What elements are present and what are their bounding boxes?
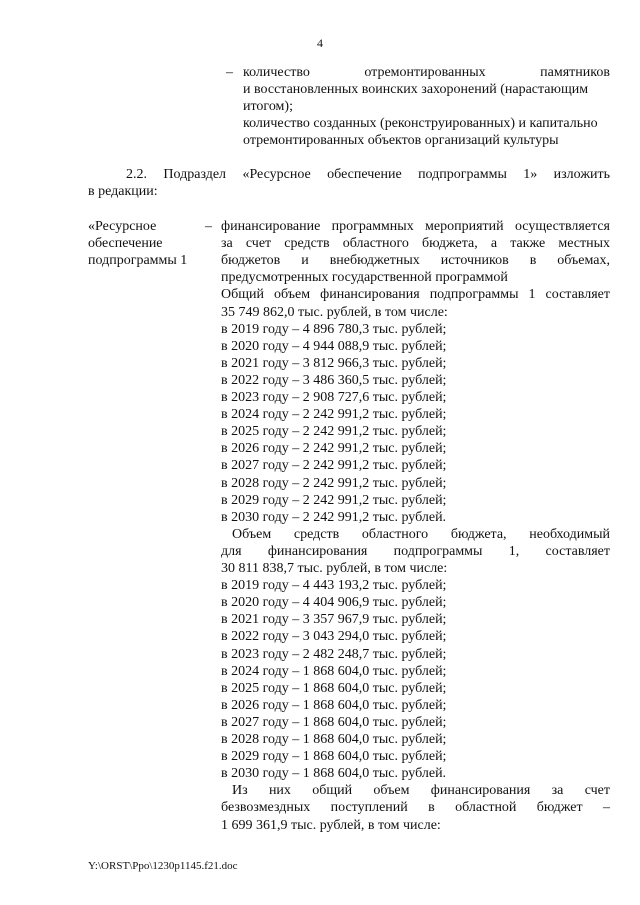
- label-dash: –: [205, 219, 212, 234]
- resource-text-line: для финансирования подпрограммы 1, составляет: [221, 543, 610, 559]
- resource-text-line: в 2019 году – 4 896 780,3 тыс. рублей;: [221, 321, 447, 337]
- resource-text-line: Общий объем финансирования подпрограммы 1 составляет: [221, 287, 610, 303]
- resource-text-line: в 2020 году – 4 404 906,9 тыс. рублей;: [221, 595, 447, 611]
- resource-text-line: 30 811 838,7 тыс. рублей, в том числе:: [221, 561, 448, 576]
- resource-text-line: в 2024 году – 2 242 991,2 тыс. рублей;: [221, 407, 447, 423]
- resource-text-line: в 2030 году – 2 242 991,2 тыс. рублей.: [221, 509, 447, 525]
- list-item-line: итогом);: [243, 99, 293, 114]
- resource-text-line: в 2019 году – 4 443 193,2 тыс. рублей;: [221, 578, 447, 594]
- list-dash: –: [226, 65, 233, 80]
- resource-text-line: предусмотренных государственной программой: [221, 270, 508, 286]
- list-item-line: количество созданных (реконструированных) и капитально: [243, 116, 598, 131]
- page-number: 4: [317, 36, 323, 50]
- resource-text-line: в 2025 году – 2 242 991,2 тыс. рублей;: [221, 424, 447, 440]
- resource-text-line: в 2023 году – 2 482 248,7 тыс. рублей;: [221, 646, 447, 662]
- resource-text-line: Объем средств областного бюджета, необходимый: [232, 526, 610, 542]
- resource-text-line: в 2028 году – 1 868 604,0 тыс. рублей;: [221, 732, 447, 747]
- list-item-line: отремонтированных объектов организаций культуры: [243, 133, 559, 148]
- resource-text-line: в 2027 году – 1 868 604,0 тыс. рублей;: [221, 714, 447, 730]
- resource-label-line: обеспечение: [88, 236, 163, 251]
- resource-text-line: в 2022 году – 3 486 360,5 тыс. рублей;: [221, 372, 447, 388]
- resource-text-line: за счет средств областного бюджета, а также местных: [221, 236, 610, 252]
- resource-text-line: безвозмездных поступлений в областной бюджет –: [221, 800, 610, 816]
- resource-text-line: в 2021 году – 3 357 967,9 тыс. рублей;: [221, 612, 447, 628]
- resource-label-line: подпрограммы 1: [88, 253, 188, 268]
- resource-text-line: в 2027 году – 2 242 991,2 тыс. рублей;: [221, 458, 447, 474]
- section-heading-line: 2.2. Подраздел «Ресурсное обеспечение подпрограммы 1» изложить: [126, 167, 610, 182]
- resource-text-line: в 2029 году – 2 242 991,2 тыс. рублей;: [221, 492, 447, 508]
- resource-text-line: в 2023 году – 2 908 727,6 тыс. рублей;: [221, 390, 447, 405]
- resource-label-line: «Ресурсное: [88, 219, 157, 234]
- resource-text-line: в 2030 году – 1 868 604,0 тыс. рублей.: [221, 766, 447, 782]
- list-item-line: и восстановленных воинских захоронений (нарастающим: [243, 82, 589, 97]
- resource-text-line: финансирование программных мероприятий осуществляется: [221, 219, 610, 234]
- resource-text-line: 1 699 361,9 тыс. рублей, в том числе:: [221, 817, 441, 833]
- resource-text-line: бюджетов и внебюджетных источников в объемах,: [221, 253, 610, 269]
- resource-text-line: в 2022 году – 3 043 294,0 тыс. рублей;: [221, 629, 447, 645]
- resource-text-line: 35 749 862,0 тыс. рублей, в том числе:: [221, 304, 448, 320]
- resource-text-line: в 2020 году – 4 944 088,9 тыс. рублей;: [221, 338, 447, 354]
- resource-text-line: в 2028 году – 2 242 991,2 тыс. рублей;: [221, 475, 447, 491]
- resource-text-line: Из них общий объем финансирования за счет: [232, 783, 610, 799]
- resource-text-line: в 2026 году – 2 242 991,2 тыс. рублей;: [221, 441, 447, 457]
- file-path-footer: Y:\ORST\Ppo\1230p1145.f21.doc: [88, 860, 238, 872]
- section-heading-line: в редакции:: [88, 184, 158, 199]
- list-item-line: количество отремонтированных памятников: [243, 65, 610, 80]
- resource-text-line: в 2026 году – 1 868 604,0 тыс. рублей;: [221, 697, 447, 713]
- resource-text-line: в 2029 году – 1 868 604,0 тыс. рублей;: [221, 749, 447, 765]
- resource-text-line: в 2024 году – 1 868 604,0 тыс. рублей;: [221, 663, 447, 679]
- resource-text-line: в 2021 году – 3 812 966,3 тыс. рублей;: [221, 355, 447, 371]
- resource-text-line: в 2025 году – 1 868 604,0 тыс. рублей;: [221, 680, 447, 696]
